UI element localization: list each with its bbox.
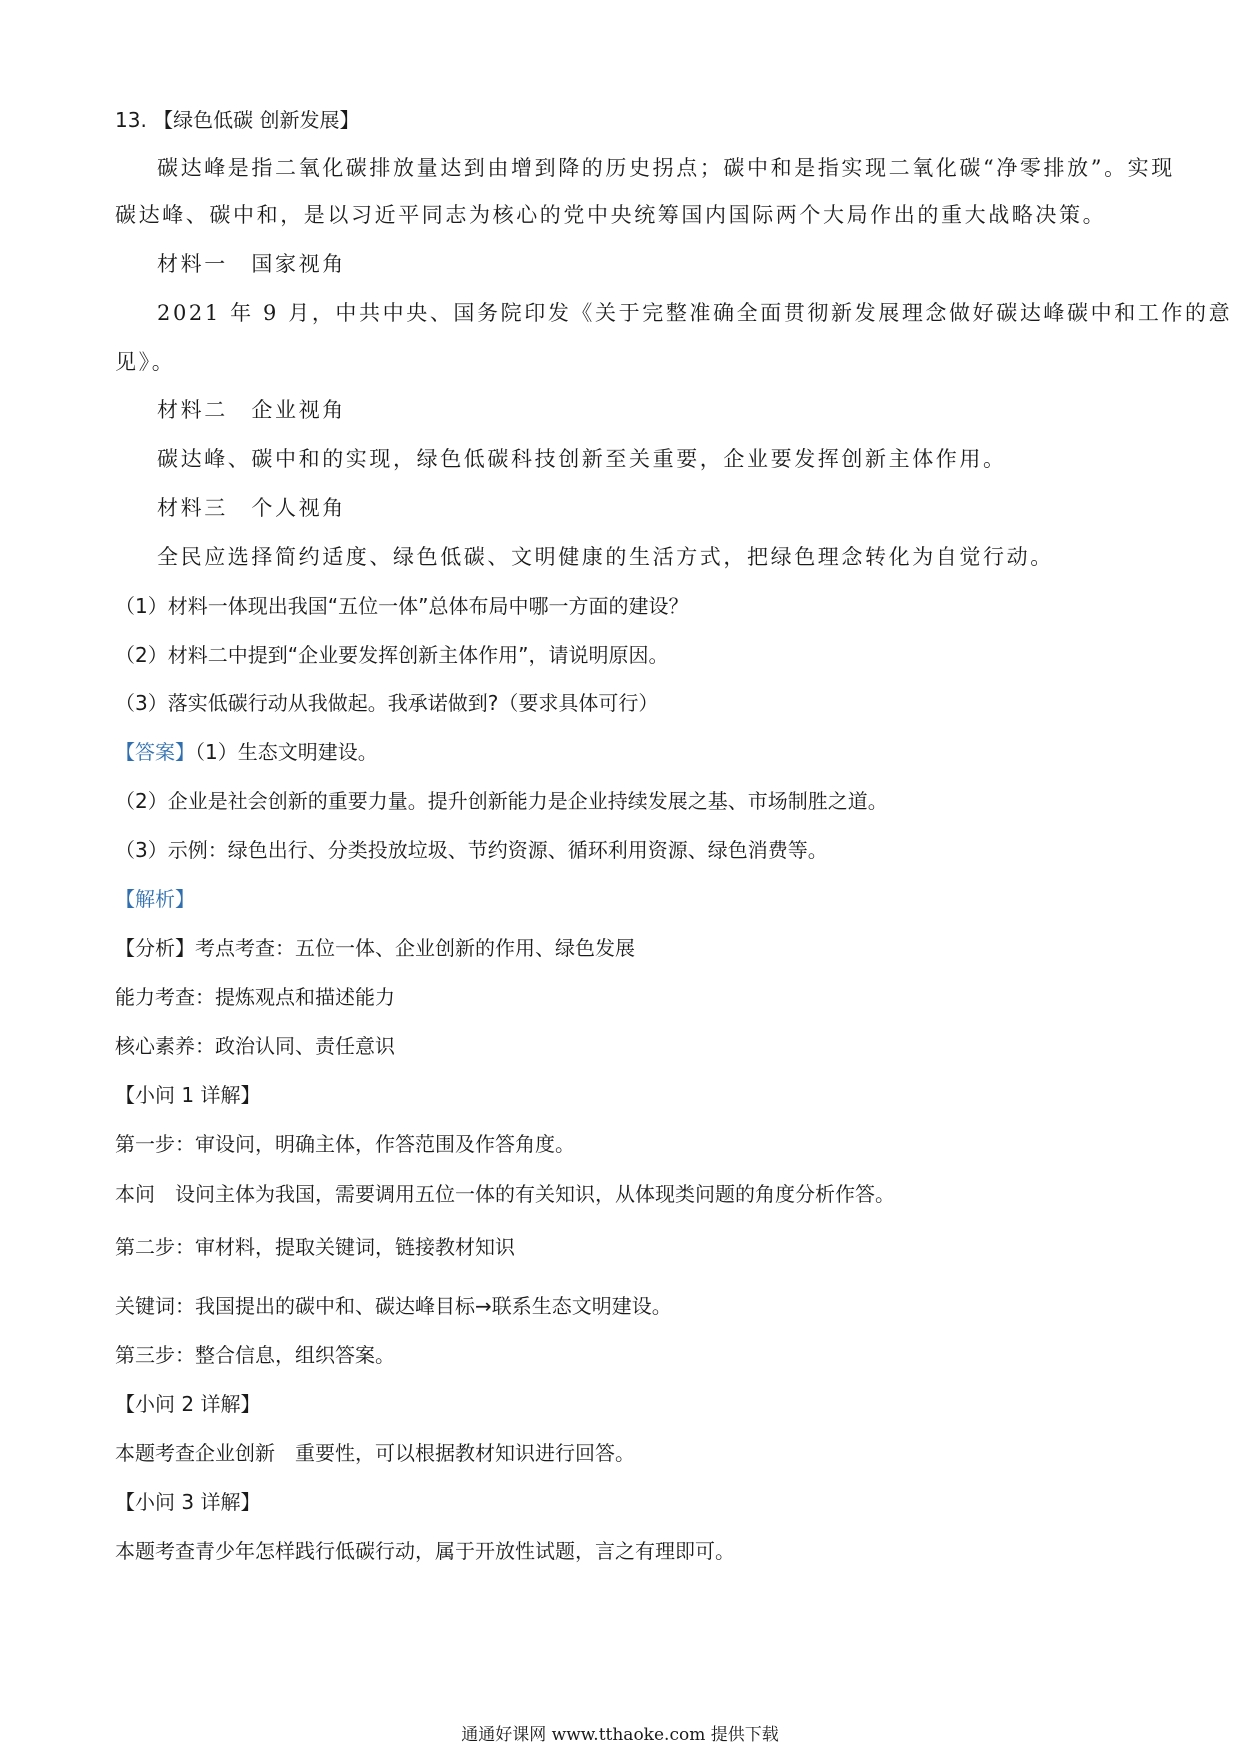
sub-2-detail-title: 【小问 2 详解】 xyxy=(115,1392,261,1416)
question-number-title: 13. 【绿色低碳 创新发展】 xyxy=(115,108,360,132)
material-1-text-line-1: 2021 年 9 月，中共中央、国务院印发《关于完整准确全面贯彻新发展理念做好碳达峰碳中和工作的意 xyxy=(157,301,1233,325)
analysis-fenxi: 【分析】考点考查：五位一体、企业创新的作用、绿色发展 xyxy=(115,936,635,960)
step-1: 第一步：审设问，明确主体，作答范围及作答角度。 xyxy=(115,1132,575,1156)
answer-2: （2）企业是社会创新的重要力量。提升创新能力是企业持续发展之基、市场制胜之道。 xyxy=(115,789,888,813)
sub-1-detail-title: 【小问 1 详解】 xyxy=(115,1083,261,1107)
sub-2-detail-text: 本题考查企业创新 重要性，可以根据教材知识进行回答。 xyxy=(115,1441,635,1465)
answer-3: （3）示例：绿色出行、分类投放垃圾、节约资源、循环利用资源、绿色消费等。 xyxy=(115,838,828,862)
analysis-literacy: 核心素养：政治认同、责任意识 xyxy=(115,1034,395,1058)
material-3-title: 材料三 个人视角 xyxy=(157,496,346,520)
answer-line-1 xyxy=(115,738,378,766)
sub-question-3: （3）落实低碳行动从我做起。我承诺做到?（要求具体可行） xyxy=(115,691,659,715)
sub-3-detail-title: 【小问 3 详解】 xyxy=(115,1490,261,1514)
analysis-label: 【解析】 xyxy=(115,887,195,911)
material-1-text-line-2: 见》。 xyxy=(115,350,176,374)
step-3: 第三步：整合信息，组织答案。 xyxy=(115,1343,395,1367)
material-2-title: 材料二 企业视角 xyxy=(157,398,346,422)
answer-1: （1）生态文明建设。 xyxy=(195,740,378,764)
material-1-title: 材料一 国家视角 xyxy=(157,252,346,276)
intro-line-2: 碳达峰、碳中和，是以习近平同志为核心的党中央统筹国内国际两个大局作出的重大战略决策。 xyxy=(115,203,1107,227)
sub-3-detail-text: 本题考查青少年怎样践行低碳行动，属于开放性试题，言之有理即可。 xyxy=(115,1539,735,1563)
step-2: 第二步：审材料，提取关键词，链接教材知识 xyxy=(115,1235,515,1259)
answer-label: 【答案】 xyxy=(115,740,195,764)
benwen-line: 本问 设问主体为我国，需要调用五位一体的有关知识，从体现类问题的角度分析作答。 xyxy=(115,1182,895,1206)
keywords-line: 关键词：我国提出的碳中和、碳达峰目标→联系生态文明建设。 xyxy=(115,1294,672,1318)
intro-line-1: 碳达峰是指二氧化碳排放量达到由增到降的历史拐点；碳中和是指实现二氧化碳“净零排放”。实现 xyxy=(157,156,1175,180)
sub-question-2: （2）材料二中提到“企业要发挥创新主体作用”，请说明原因。 xyxy=(115,643,669,667)
analysis-ability: 能力考查：提炼观点和描述能力 xyxy=(115,985,395,1009)
material-3-text: 全民应选择简约适度、绿色低碳、文明健康的生活方式，把绿色理念转化为自觉行动。 xyxy=(157,545,1054,569)
material-2-text: 碳达峰、碳中和的实现，绿色低碳科技创新至关重要，企业要发挥创新主体作用。 xyxy=(157,447,1007,471)
sub-question-1: （1）材料一体现出我国“五位一体”总体布局中哪一方面的建设？ xyxy=(115,594,689,618)
page-footer: 通通好课网 www.tthaoke.com 提供下载 xyxy=(461,1725,779,1745)
